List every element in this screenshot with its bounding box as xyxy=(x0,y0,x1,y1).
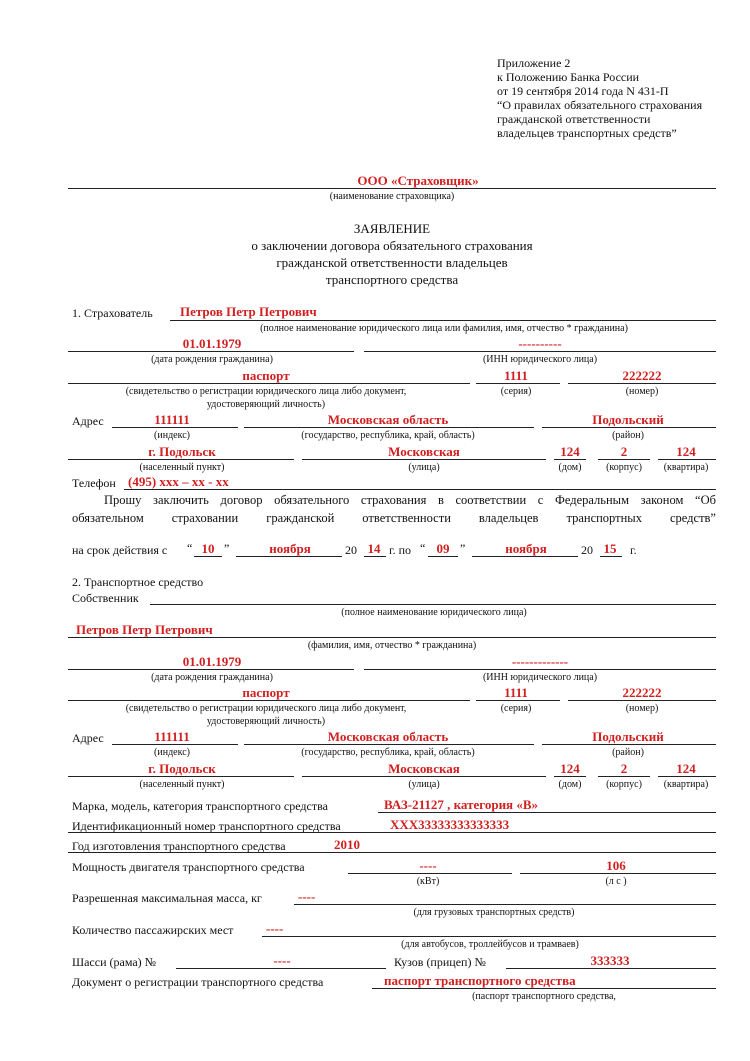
owner-city-line xyxy=(68,776,294,777)
phone-line xyxy=(124,489,716,490)
policyholder-name-line xyxy=(170,320,716,321)
policyholder-inn-caption: (ИНН юридического лица) xyxy=(482,354,598,365)
title-line-3: транспортного средства xyxy=(325,272,459,287)
policyholder-building: 2 xyxy=(620,444,628,459)
owner-inn-caption: (ИНН юридического лица) xyxy=(482,672,598,683)
owner-street-line xyxy=(302,776,546,777)
owner-org-caption: (полное наименование юридического лица) xyxy=(341,607,527,618)
term-to-day: 09 xyxy=(436,541,450,556)
title-line-2: гражданской ответственности владельцев xyxy=(276,255,508,270)
from-day-line xyxy=(194,556,222,557)
policyholder-district-caption: (район) xyxy=(612,430,644,441)
policyholder-street-caption: (улица) xyxy=(408,462,440,473)
owner-street-caption: (улица) xyxy=(408,779,440,790)
year-line xyxy=(68,852,716,853)
title-line-1: о заключении договора обязательного страхования xyxy=(251,238,533,253)
chassis-line xyxy=(176,968,386,969)
policyholder-address-label: Адрес xyxy=(72,414,104,428)
policyholder-inn: ---------- xyxy=(518,336,562,351)
owner-apartment-caption: (квартира) xyxy=(663,779,709,790)
appendix-line-5: гражданской ответственности xyxy=(497,112,651,126)
policyholder-name-caption: (полное наименование юридического лица или фамилия, имя, отчество * гражданина) xyxy=(260,323,628,334)
district-line xyxy=(542,427,716,428)
owner-doc-caption-2: удостоверяющий личность) xyxy=(206,716,326,727)
body-line xyxy=(506,968,716,969)
owner-number-line xyxy=(568,700,716,701)
building-line xyxy=(598,459,650,460)
owner-birth-date: 01.01.1979 xyxy=(182,654,242,669)
owner-house-caption: (дом) xyxy=(558,779,582,790)
to-year-line xyxy=(600,556,622,557)
insurer-caption: (наименование страховщика) xyxy=(329,191,455,202)
mass-line xyxy=(294,904,716,905)
owner-doc-line xyxy=(68,700,470,701)
owner-region: Московская область xyxy=(327,729,449,744)
policyholder-index: 111111 xyxy=(154,412,190,427)
policyholder-phone-label: Телефон xyxy=(72,476,116,490)
term-from-year: 14 xyxy=(367,541,381,556)
policyholder-region: Московская область xyxy=(327,412,449,427)
owner-region-line xyxy=(244,744,534,745)
owner-doc: паспорт xyxy=(242,685,290,700)
policyholder-number: 222222 xyxy=(622,368,662,383)
index-line xyxy=(112,427,238,428)
appendix-line-4: “О правилах обязательного страхования xyxy=(497,98,703,112)
power-hp-value: 106 xyxy=(606,858,626,873)
reg-doc-label: Документ о регистрации транспортного средства xyxy=(72,975,324,989)
power-label: Мощность двигателя транспортного средства xyxy=(72,860,305,874)
term-quote-close-1: ” xyxy=(224,541,230,555)
model-value: ВАЗ-21127 , категория «В» xyxy=(384,797,539,812)
policyholder-series: 1111 xyxy=(504,368,528,383)
policyholder-house-caption: (дом) xyxy=(558,462,582,473)
owner-birth-caption: (дата рождения гражданина) xyxy=(151,672,273,683)
power-hp-line xyxy=(520,873,716,874)
policyholder-number-caption: (номер) xyxy=(625,386,659,397)
policyholder-city-caption: (населенный пункт) xyxy=(139,462,225,473)
mass-label: Разрешенная максимальная масса, кг xyxy=(72,891,262,905)
owner-series-caption: (серия) xyxy=(500,703,532,714)
to-month-line xyxy=(472,556,578,557)
term-label: на срок действия с xyxy=(72,543,168,557)
seats-label: Количество пассажирских мест xyxy=(72,923,234,937)
policyholder-apartment: 124 xyxy=(676,444,696,459)
policyholder-birth-date: 01.01.1979 xyxy=(182,336,242,351)
reg-doc-value: паспорт транспортного средства xyxy=(384,973,576,988)
term-to-year-prefix: 20 xyxy=(581,543,593,557)
number-line xyxy=(568,383,716,384)
appendix-line-6: владельцев транспортных средств” xyxy=(497,126,677,140)
owner-label: Собственник xyxy=(72,591,139,605)
policyholder-doc-caption-2: удостоверяющий личность) xyxy=(206,399,326,410)
term-to-label: г. по xyxy=(389,543,411,557)
title-main: ЗАЯВЛЕНИЕ xyxy=(353,221,431,236)
vehicle-label: 2. Транспортное средство xyxy=(72,575,204,589)
owner-building: 2 xyxy=(620,761,628,776)
year-value: 2010 xyxy=(334,837,360,852)
owner-district: Подольский xyxy=(592,729,664,744)
owner-building-caption: (корпус) xyxy=(606,779,642,790)
request-line-1: Прошу заключить договор обязательного страхования в соответствии с Федеральным законом “Об xyxy=(104,493,716,507)
model-label: Марка, модель, категория транспортного средства xyxy=(72,799,328,813)
insurer-name: ООО «Страховщик» xyxy=(357,173,479,188)
policyholder-doc: паспорт xyxy=(242,368,290,383)
owner-org-line xyxy=(150,604,716,605)
owner-name-line xyxy=(68,637,716,638)
policyholder-label: 1. Страхователь xyxy=(72,306,153,320)
house-line xyxy=(554,459,586,460)
to-day-line xyxy=(428,556,458,557)
policyholder-city: г. Подольск xyxy=(148,444,216,459)
term-to-month: ноября xyxy=(505,541,547,556)
policyholder-apartment-caption: (квартира) xyxy=(663,462,709,473)
region-line xyxy=(244,427,534,428)
apartment-line xyxy=(658,459,716,460)
doc-line xyxy=(68,383,470,384)
owner-apartment-line xyxy=(658,776,716,777)
owner-apartment: 124 xyxy=(676,761,696,776)
owner-region-caption: (государство, республика, край, область) xyxy=(301,747,475,758)
body-label: Кузов (прицеп) № xyxy=(394,955,486,969)
owner-city-caption: (населенный пункт) xyxy=(139,779,225,790)
term-year-suffix: г. xyxy=(630,543,637,557)
mass-value: ---- xyxy=(298,889,316,904)
owner-number-caption: (номер) xyxy=(625,703,659,714)
from-month-line xyxy=(236,556,342,557)
policyholder-birth-caption: (дата рождения гражданина) xyxy=(151,354,273,365)
vin-label: Идентификационный номер транспортного средства xyxy=(72,819,341,833)
power-kw-caption: (кВт) xyxy=(416,876,440,887)
power-kw-value: ---- xyxy=(419,858,437,873)
owner-building-line xyxy=(598,776,650,777)
policyholder-phone: (495) ххх – хх - хх xyxy=(128,474,229,489)
policyholder-building-caption: (корпус) xyxy=(606,462,642,473)
seats-caption: (для автобусов, троллейбусов и трамваев) xyxy=(401,939,579,950)
owner-address-label: Адрес xyxy=(72,731,104,745)
owner-street: Московская xyxy=(388,761,460,776)
owner-house-line xyxy=(554,776,586,777)
term-quote-open-1: “ xyxy=(187,541,193,555)
seats-line xyxy=(262,936,716,937)
owner-index: 111111 xyxy=(154,729,190,744)
street-line xyxy=(302,459,546,460)
term-from-day: 10 xyxy=(201,541,215,556)
reg-doc-line xyxy=(372,988,716,989)
owner-number: 222222 xyxy=(622,685,662,700)
term-quote-open-2: “ xyxy=(420,541,426,555)
vin-line xyxy=(68,832,716,833)
seats-value: ---- xyxy=(266,921,284,936)
owner-name-caption: (фамилия, имя, отчество * гражданина) xyxy=(307,640,477,651)
owner-birth-line xyxy=(68,669,354,670)
policyholder-series-caption: (серия) xyxy=(500,386,532,397)
term-quote-close-2: ” xyxy=(460,541,466,555)
policyholder-street: Московская xyxy=(388,444,460,459)
chassis-label: Шасси (рама) № xyxy=(72,955,157,969)
inn-line xyxy=(364,351,716,352)
model-line xyxy=(378,812,716,813)
owner-inn: ------------- xyxy=(511,654,569,669)
owner-index-caption: (индекс) xyxy=(154,747,190,758)
owner-series: 1111 xyxy=(504,685,528,700)
term-to-year: 15 xyxy=(603,541,617,556)
term-from-month: ноября xyxy=(269,541,311,556)
insurer-line xyxy=(68,188,716,189)
power-kw-line xyxy=(348,873,512,874)
owner-district-line xyxy=(542,744,716,745)
body-value: 333333 xyxy=(590,953,630,968)
owner-series-line xyxy=(476,700,560,701)
chassis-value: ---- xyxy=(273,953,291,968)
year-label: Год изготовления транспортного средства xyxy=(72,839,286,853)
request-line-2: обязательном страховании гражданской ответственности владельцев транспортных средств” xyxy=(72,511,716,525)
birth-line xyxy=(68,351,354,352)
reg-doc-caption: (паспорт транспортного средства, xyxy=(472,991,616,1002)
policyholder-region-caption: (государство, республика, край, область) xyxy=(301,430,475,441)
owner-city: г. Подольск xyxy=(148,761,216,776)
policyholder-index-caption: (индекс) xyxy=(154,430,190,441)
city-line xyxy=(68,459,294,460)
policyholder-house: 124 xyxy=(560,444,580,459)
appendix-line-1: Приложение 2 xyxy=(497,56,571,70)
appendix-line-2: к Положению Банка России xyxy=(497,70,640,84)
mass-caption: (для грузовых транспортных средств) xyxy=(413,907,575,918)
owner-house: 124 xyxy=(560,761,580,776)
policyholder-doc-caption-1: (свидетельство о регистрации юридического лица либо документ, xyxy=(125,386,407,397)
vin-value: ХХХ33333333333333 xyxy=(390,817,510,832)
owner-name: Петров Петр Петрович xyxy=(76,622,213,637)
owner-doc-caption-1: (свидетельство о регистрации юридического лица либо документ, xyxy=(125,703,407,714)
term-from-year-prefix: 20 xyxy=(345,543,357,557)
power-hp-caption: (л с ) xyxy=(605,876,627,887)
owner-inn-line xyxy=(364,669,716,670)
policyholder-name: Петров Петр Петрович xyxy=(180,304,317,319)
series-line xyxy=(476,383,560,384)
policyholder-district: Подольский xyxy=(592,412,664,427)
appendix-line-3: от 19 сентября 2014 года N 431-П xyxy=(497,84,669,98)
owner-index-line xyxy=(112,744,238,745)
owner-district-caption: (район) xyxy=(612,747,644,758)
from-year-line xyxy=(364,556,386,557)
